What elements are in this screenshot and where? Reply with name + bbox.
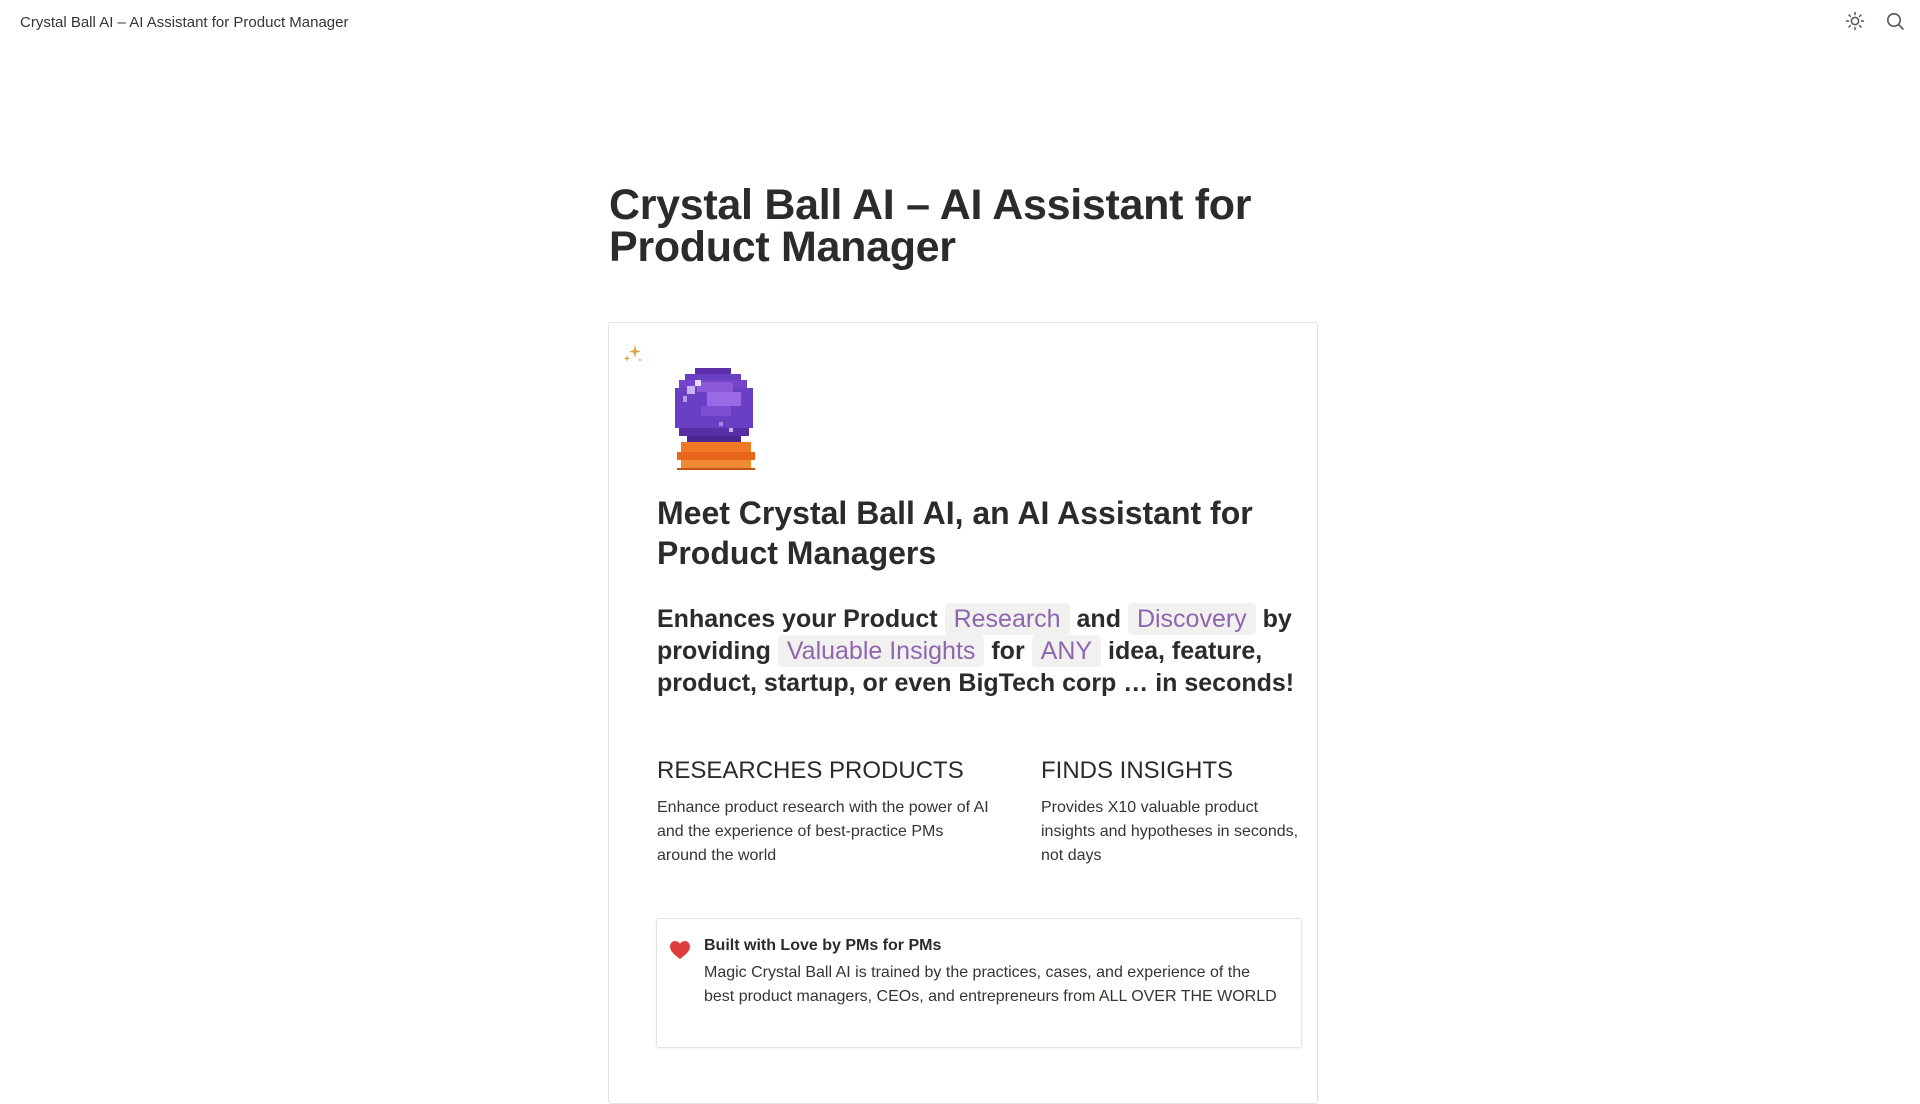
card-heading: Meet Crystal Ball AI, an AI Assistant for Product Managers [657, 495, 1253, 571]
feature-title: FINDS INSIGHTS [1041, 757, 1234, 784]
tagline-text: Enhances your Product [657, 605, 938, 633]
feature-researches-products [657, 756, 997, 868]
callout-built-with-love [656, 918, 1302, 1048]
callout-title: Built with Love by PMs for PMs [704, 937, 942, 954]
tagline-text: by providing [657, 605, 1292, 665]
intro-card [608, 322, 1318, 1104]
crystal-ball-icon [671, 368, 761, 475]
topbar-icons [1844, 10, 1906, 32]
heart-icon [669, 940, 691, 965]
sun-icon[interactable] [1844, 10, 1866, 32]
highlight-discovery: Discovery [1128, 603, 1256, 635]
tagline-text: idea, feature, product, startup, or even BigTech corp … in seconds! [657, 637, 1295, 697]
callout-text: Magic Crystal Ball AI is trained by the practices, cases, and experience of the best product managers, CEOs, and entrepreneurs from ALL OVER THE WORLD [704, 964, 1277, 1005]
sparkles-icon [621, 343, 645, 372]
highlight-any: ANY [1032, 635, 1101, 667]
tagline [657, 603, 1297, 699]
page-title: Crystal Ball AI – AI Assistant for Product Manager [609, 181, 1252, 271]
feature-text: Provides X10 valuable product insights and hypotheses in seconds, not days [1041, 799, 1299, 864]
highlight-valuable-insights: Valuable Insights [778, 635, 985, 667]
feature-title: RESEARCHES PRODUCTS [657, 757, 964, 784]
search-icon[interactable] [1884, 10, 1906, 32]
tagline-text: for [991, 637, 1025, 665]
feature-text: Enhance product research with the power of AI and the experience of best-practice PMs around the world [657, 799, 989, 864]
highlight-research: Research [945, 603, 1070, 635]
site-title[interactable]: Crystal Ball AI – AI Assistant for Product Manager [20, 14, 349, 31]
top-bar [0, 0, 1920, 46]
tagline-text: and [1076, 605, 1121, 633]
feature-finds-insights [1041, 756, 1301, 868]
